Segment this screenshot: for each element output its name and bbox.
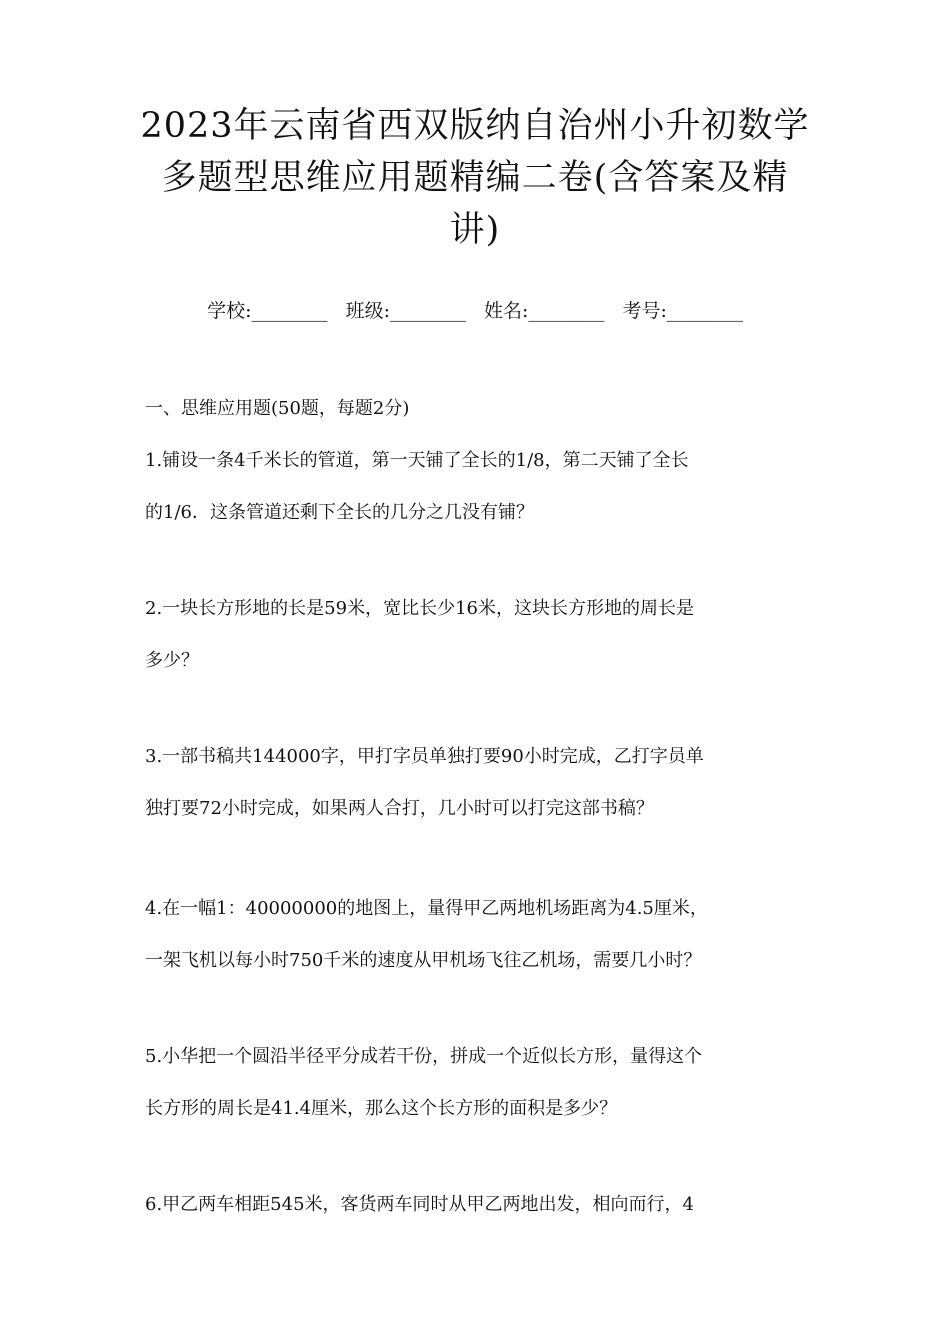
section-heading: 一、思维应用题(50题，每题2分) [145, 398, 410, 419]
question-3 [145, 742, 825, 846]
title-line: 讲) [449, 210, 501, 250]
question-line: 独打要72小时完成，如果两人合打，几小时可以打完这部书稿？ [145, 798, 654, 819]
question-line: 长方形的周长是41.4厘米，那么这个长方形的面积是多少？ [145, 1098, 618, 1119]
document-title [120, 100, 830, 256]
name-field: 姓名:________ [484, 300, 605, 322]
question-line: 6.甲乙两车相距545米，客货两车同时从甲乙两地出发，相向而行，4 [145, 1194, 694, 1215]
school-field: 学校:________ [207, 300, 328, 322]
question-6 [145, 1190, 825, 1242]
question-5 [145, 1042, 825, 1146]
exam-number-field: 考号:________ [622, 300, 743, 322]
title-line: 多题型思维应用题精编二卷(含答案及精 [161, 158, 789, 198]
question-line: 5.小华把一个圆沿半径平分成若干份，拼成一个近似长方形，量得这个 [145, 1046, 703, 1067]
question-1 [145, 446, 825, 550]
question-line: 的1/6．这条管道还剩下全长的几分之几没有铺？ [145, 502, 534, 523]
question-line: 4.在一幅1：40000000的地图上，量得甲乙两地机场距离为4.5厘米， [145, 898, 708, 919]
title-line: 2023年云南省西双版纳自治州小升初数学 [140, 106, 810, 146]
question-2 [145, 594, 825, 698]
question-line: 多少？ [145, 650, 199, 671]
question-line: 3.一部书稿共144000字，甲打字员单独打要90小时完成，乙打字员单 [145, 746, 704, 767]
question-line: 2.一块长方形地的长是59米，宽比长少16米，这块长方形地的周长是 [145, 598, 694, 619]
question-line: 1.铺设一条4千米长的管道，第一天铺了全长的1/8，第二天铺了全长 [145, 450, 689, 471]
question-4 [145, 894, 825, 998]
class-field: 班级:________ [345, 300, 466, 322]
student-info-line [0, 296, 950, 326]
question-line: 一架飞机以每小时750千米的速度从甲机场飞往乙机场，需要几小时？ [145, 950, 702, 971]
